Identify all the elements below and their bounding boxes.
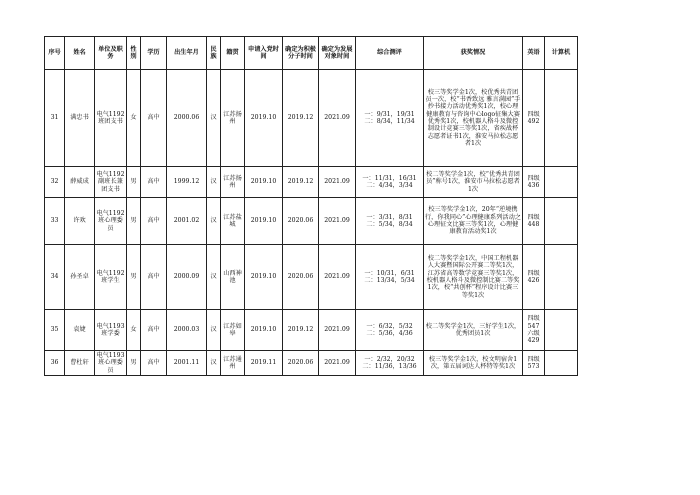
evaluation-year-1: 一：10/31，6/31 (364, 269, 415, 277)
cell-seq: 35 (45, 310, 65, 351)
evaluation-year-2: 二：11/36，13/36 (362, 363, 417, 370)
cell-ethnicity: 汉 (207, 198, 221, 245)
cell-computer (545, 245, 578, 310)
cell-target-date: 2021.09 (319, 351, 356, 376)
cell-birth: 2001.02 (167, 198, 207, 245)
cell-target-date: 2021.09 (319, 167, 356, 198)
cell-seq: 31 (45, 70, 65, 167)
english-level: 四级 (527, 213, 540, 221)
cell-target-date: 2021.09 (319, 310, 356, 351)
header-evaluation: 综合测评 (356, 37, 424, 70)
cell-target-date: 2021.09 (319, 70, 356, 167)
cell-activist-date: 2020.06 (283, 351, 319, 376)
english-score: 448 (527, 221, 540, 228)
cell-gender: 男 (127, 167, 141, 198)
header-ethnicity: 民族 (207, 37, 221, 70)
cell-education: 高中 (141, 70, 167, 167)
cell-computer (545, 70, 578, 167)
cell-english (523, 167, 545, 198)
cell-seq: 34 (45, 245, 65, 310)
cell-name: 许欢 (65, 198, 95, 245)
cell-seq: 36 (45, 351, 65, 376)
cell-unit-post: 电气1192班心理委员 (95, 198, 127, 245)
header-name: 姓名 (65, 37, 95, 70)
header-row (45, 37, 578, 70)
cell-ethnicity: 汉 (207, 351, 221, 376)
english-score: 426 (527, 277, 540, 284)
cell-name: 满忠书 (65, 70, 95, 167)
evaluation-year-2: 二：5/34，8/34 (366, 221, 413, 228)
cell-unit-post: 电气1192班团支书 (95, 70, 127, 167)
cell-native: 江苏扬州 (221, 167, 245, 198)
cell-education: 高中 (141, 351, 167, 376)
evaluation-year-1: 一：11/31，16/31 (362, 174, 417, 182)
cell-computer (545, 310, 578, 351)
evaluation-year-1: 一：3/31，8/31 (366, 213, 413, 221)
cell-computer (545, 198, 578, 245)
cell-seq: 33 (45, 198, 65, 245)
cell-apply-date: 2019.10 (245, 198, 283, 245)
cell-awards: 校三等奖学金1次，20年“逆境携行，你我同心”心理健康系列活动之心理征文比赛三等奖1次，心理健康教育活动奖1次 (424, 198, 523, 245)
header-education: 学历 (141, 37, 167, 70)
cell-birth: 2000.06 (167, 70, 207, 167)
candidate-table (44, 36, 578, 376)
cell-evaluation (356, 198, 424, 245)
cell-evaluation (356, 70, 424, 167)
header-target-date: 确定为发展对象时间 (319, 37, 356, 70)
cell-activist-date: 2019.12 (283, 167, 319, 198)
cell-gender: 女 (127, 310, 141, 351)
cell-unit-post: 电气1193班心理委员 (96, 352, 125, 374)
cell-native: 江苏如皋 (221, 310, 245, 351)
cell-english (523, 245, 545, 310)
cell-activist-date: 2020.06 (283, 198, 319, 245)
cell-seq: 32 (45, 167, 65, 198)
cell-activist-date: 2020.06 (283, 245, 319, 310)
english-score: 436 (527, 182, 540, 189)
cell-unit-post: 电气1193班学委 (95, 310, 127, 351)
cell-awards: 校二等奖学金1次，中国工程机器人大赛暨国际公开赛二等奖1次，江苏省高等数学竞赛三等奖1次，校机器人格斗及微控制比赛二等奖1次，校“共创杯”程序设计比赛三等奖1次 (424, 245, 523, 310)
english-extra: 六级429 (527, 330, 540, 345)
header-seq: 序号 (45, 37, 65, 70)
cell-gender: 男 (127, 351, 141, 376)
cell-education: 高中 (141, 167, 167, 198)
cell-apply-date: 2019.10 (245, 310, 283, 351)
cell-computer (545, 167, 578, 198)
evaluation-year-2: 二：5/36，4/36 (366, 330, 413, 337)
cell-apply-date: 2019.10 (245, 245, 283, 310)
cell-english (523, 310, 545, 351)
cell-name: 曹杜轩 (65, 351, 95, 376)
cell-education: 高中 (141, 310, 167, 351)
cell-unit-post: 电气1192班学生 (95, 245, 127, 310)
header-birth: 出生年月 (167, 37, 207, 70)
cell-birth: 2000.03 (167, 310, 207, 351)
english-score: 547 (527, 322, 540, 330)
cell-english (523, 351, 545, 376)
cell-awards: 校二等奖学金1次，三好学生1次，优秀团员1次 (424, 310, 523, 351)
cell-evaluation (356, 310, 424, 351)
table-row (45, 70, 578, 167)
header-native: 籍贯 (221, 37, 245, 70)
cell-birth: 2001.11 (167, 351, 207, 376)
evaluation-year-2: 二：8/34，11/34 (364, 118, 415, 125)
cell-gender: 男 (127, 198, 141, 245)
cell-native: 江苏通州 (221, 351, 245, 376)
cell-evaluation (356, 351, 424, 376)
english-level: 四级 (527, 315, 540, 323)
table-row (45, 310, 578, 351)
header-english: 英语 (523, 37, 545, 70)
evaluation-year-1: 一：6/32，5/32 (366, 322, 413, 330)
cell-apply-date: 2019.10 (245, 70, 283, 167)
evaluation-year-2: 二：4/34，3/34 (366, 182, 413, 189)
cell-ethnicity: 汉 (207, 310, 221, 351)
cell-native: 江苏扬州 (221, 70, 245, 167)
evaluation-year-2: 二：13/34，5/34 (364, 277, 415, 284)
cell-ethnicity: 汉 (207, 167, 221, 198)
cell-name: 孙圣卓 (65, 245, 95, 310)
cell-awards: 校三等奖学金1次，校优秀共青团员一次，校“书香致远 雅言满园”手抄书接力活动优秀奖1次，校心理健康教育与咨询中心logo征集大赛优秀奖1次，校机器人格斗及微控制设计竞赛三等奖1次，省疾战杯志愿者证书1次，淮安马拉松志愿者1次 (424, 70, 523, 167)
cell-activist-date: 2019.12 (283, 310, 319, 351)
evaluation-year-1: 一：9/31，19/31 (364, 110, 415, 118)
cell-unit-post: 电气1192副班长兼团支书 (95, 167, 127, 198)
cell-evaluation (356, 167, 424, 198)
cell-gender: 女 (127, 70, 141, 167)
header-awards: 获奖情况 (424, 37, 523, 70)
english-level: 四级 (527, 110, 540, 118)
cell-computer (545, 351, 578, 376)
english-score: 492 (527, 118, 540, 125)
cell-ethnicity: 汉 (207, 70, 221, 167)
cell-education: 高中 (141, 245, 167, 310)
cell-apply-date: 2019.10 (245, 167, 283, 198)
cell-awards: 校三等奖学金1次，校文明宿舍1次，第五届词达人杯特等奖1次 (424, 351, 523, 376)
cell-ethnicity: 汉 (207, 245, 221, 310)
cell-name: 袁婕 (65, 310, 95, 351)
table-row (45, 198, 578, 245)
evaluation-year-1: 一：2/32，20/32 (364, 355, 415, 363)
cell-target-date: 2021.09 (319, 245, 356, 310)
cell-birth: 2000.09 (167, 245, 207, 310)
table-row (45, 351, 578, 376)
cell-education: 高中 (141, 198, 167, 245)
cell-target-date: 2021.09 (319, 198, 356, 245)
header-gender: 性别 (127, 37, 141, 70)
cell-awards: 校二等奖学金1次，校“优秀共青团员”称号1次，淮安市马拉松志愿者1次 (424, 167, 523, 198)
header-apply-date: 申请入党时间 (245, 37, 283, 70)
cell-evaluation (356, 245, 424, 310)
english-level: 四级 (527, 174, 540, 182)
cell-native: 山西神池 (221, 245, 245, 310)
cell-english (523, 198, 545, 245)
cell-name: 薛威成 (65, 167, 95, 198)
header-computer: 计算机 (545, 37, 578, 70)
cell-english (523, 70, 545, 167)
header-activist-date: 确定为积极分子时间 (283, 37, 319, 70)
english-score: 573 (527, 363, 540, 370)
cell-native: 江苏盐城 (221, 198, 245, 245)
english-level: 四级 (527, 269, 540, 277)
cell-birth: 1999.12 (167, 167, 207, 198)
header-unit-post: 单位及职务 (95, 37, 127, 70)
english-level: 四级 (527, 355, 540, 363)
table-row (45, 245, 578, 310)
cell-activist-date: 2019.12 (283, 70, 319, 167)
cell-apply-date: 2019.11 (245, 351, 283, 376)
cell-gender: 男 (127, 245, 141, 310)
table-row (45, 167, 578, 198)
